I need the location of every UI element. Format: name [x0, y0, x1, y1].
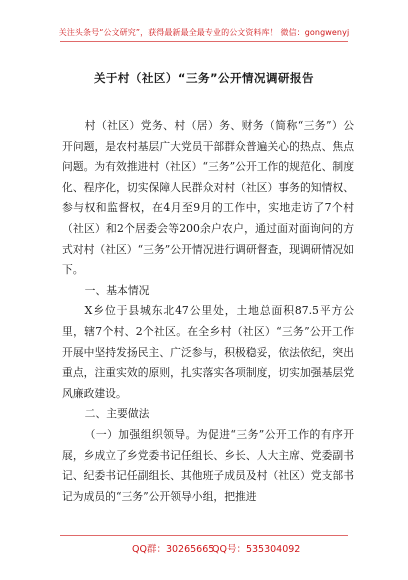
document-body — [62, 116, 354, 507]
header-divider — [60, 41, 348, 42]
footer-qq: QQ号：535304092 — [212, 544, 301, 555]
header-banner: 关注头条号“公文研究”，获得最新最全最专业的公文资料库！ 微信：gongwenyj — [58, 28, 350, 37]
footer-qq-group: QQ群：30265665 — [132, 544, 215, 555]
paragraph-practice: （一）加强组织领导。为促进“三务”公开工作的有序开展，乡成立了乡党委书记任组长、乡长、人大主席、党委副书记、纪委书记任副组长、其他班子成员及村（社区）党支部书记为成员的“三务”公开领导小组，把推进 — [62, 427, 354, 503]
section-heading-basic: 一、基本情况 — [84, 283, 150, 297]
footer-divider — [60, 535, 348, 536]
document-title: 关于村（社区）“三务”公开情况调研报告 — [93, 71, 315, 85]
page-footer — [0, 535, 408, 555]
paragraph-basic: X乡位于县城东北47公里处，土地总面积87.5平方公里，辖7个村、2个社区。在全乡村（社区）“三务”公开工作开展中坚持发扬民主、广泛参与，积极稳妥，依法依纪，突出重点，注重实效的原则，扎实落实各项制度，切实加强基层党风廉政建设。 — [62, 304, 354, 400]
paragraph-intro: 村（社区）党务、村（居）务、财务（简称“三务”）公开问题，是农村基层广大党员干部群众普遍关心的热点、焦点问题。为有效推进村（社区）“三务”公开工作的规范化、制度化、程序化，切实保障人民群众对村（社区）事务的知情权、参与权和监督权，在4月至9月的工作中，实地走访了7个村（社区）和2个居委会等200余户农户，通过面对面询问的方式对村（社区）“三务”公开情况进行调研督查，现调研情况如下。 — [62, 119, 354, 277]
section-heading-practice: 二、主要做法 — [84, 407, 150, 421]
page-header — [0, 0, 408, 50]
